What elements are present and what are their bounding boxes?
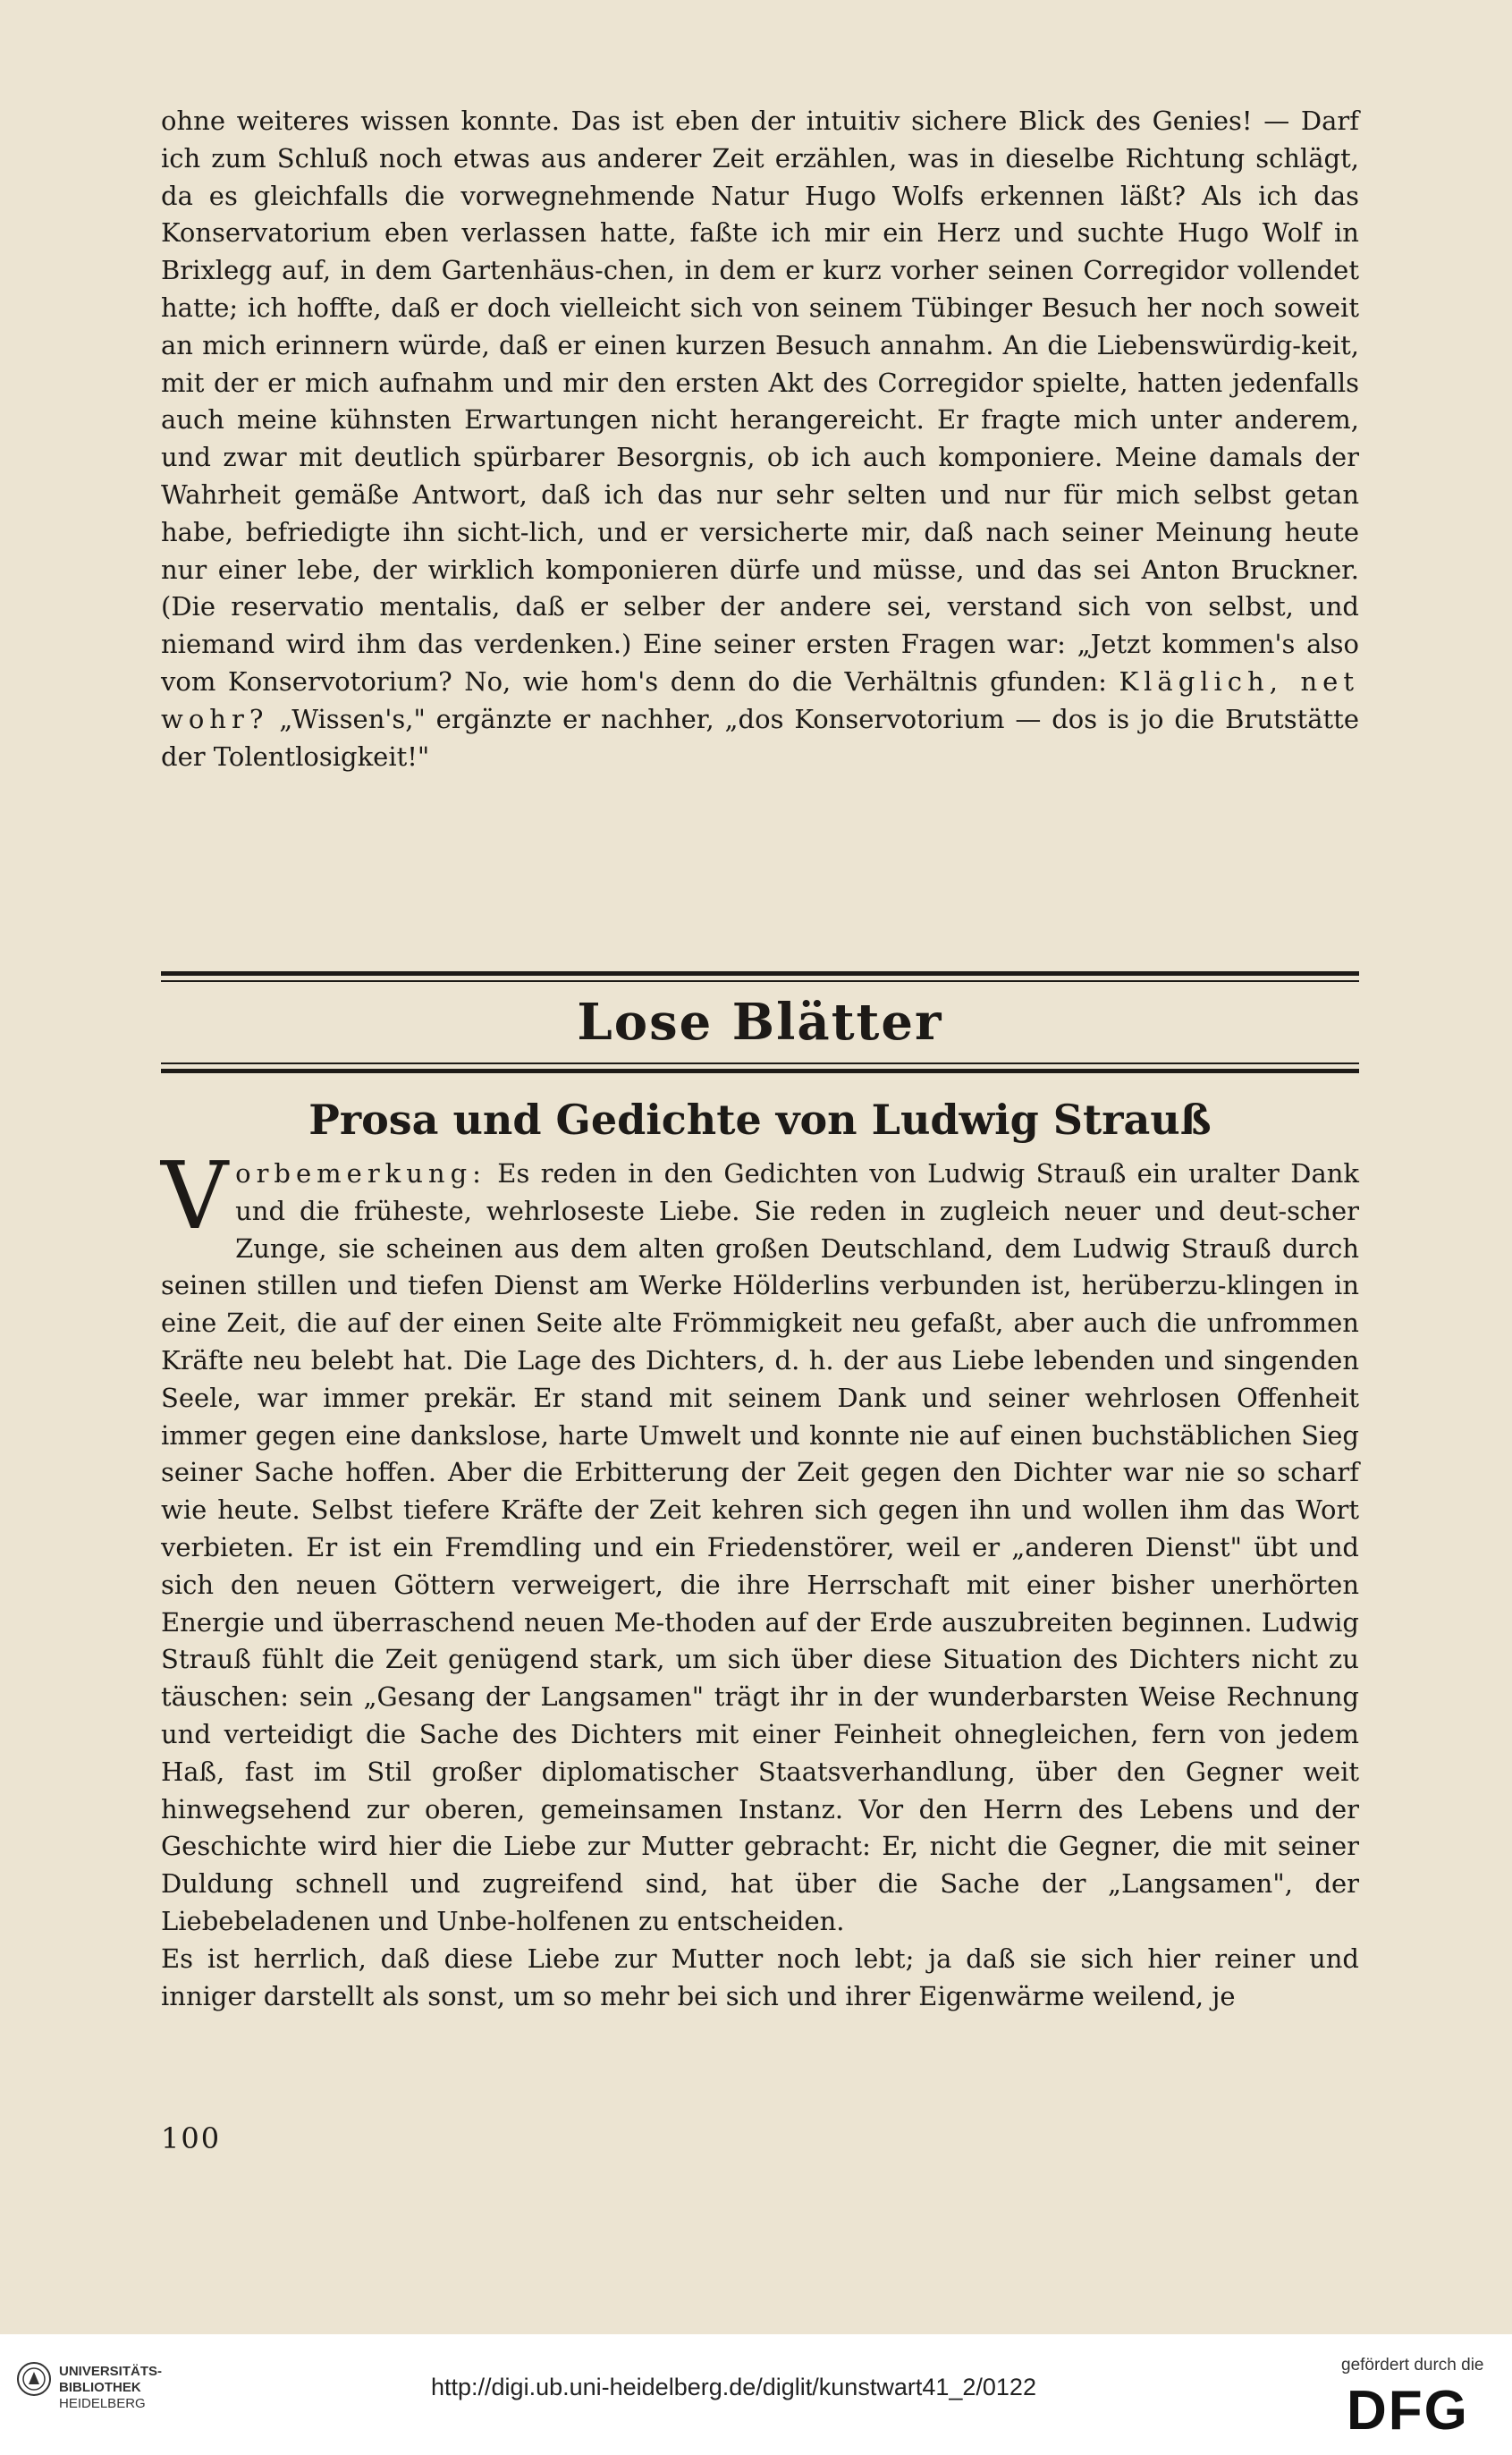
rule-thick xyxy=(161,971,1359,976)
paragraph-text: Es reden in den Gedichten von Ludwig Strauß ein uralter Dank und die früheste, wehrloseste Liebe. Sie reden in zugleich neuer und deut-scher Zunge, sie scheinen aus dem alten großen Deutschland, dem Ludwig Strauß durch seinen stillen und tiefen Dienst am Werke Hölderlins verbunden ist, herüberzu-klingen in eine Zeit, die auf der einen Seite alte Frömmigkeit neu gefaßt, aber auch die unfrommen Kräfte neu belebt hat. Die Lage des Dichters, d. h. der aus Liebe lebenden und singenden Seele, war immer prekär. Er stand mit seinem Dank und seiner wehrlosen Offenheit immer gegen eine dankslose, harte Umwelt und konnte nie auf einen buchstäblichen Sieg seiner Sache hoffen. Aber die Erbitterung der Zeit gegen den Dichter war nie so scharf wie heute. Selbst tiefere Kräfte der Zeit kehren sich gegen ihn und wollen ihm das Wort verbieten. Er ist ein Fremdling und ein Friedenstörer, weil er „anderen Dienst" übt und sich den neuen Göttern verweigert, die ihre Herrschaft mit einer bisher unerhörten Energie und überraschend neuen Me-thoden auf der Erde auszubreiten beginnen. Ludwig Strauß fühlt die Zeit genügend stark, um sich über diese Situation des Dichters nicht zu täuschen: sein „Gesang der Langsamen" trägt ihr in der wunderbarsten Weise Rechnung und verteidigt die Sache des Dichters mit einer Feinheit ohnegleichen, fern von jedem Haß, fast im Stil großer diplomatischer Staatsverhandlung, über den Gegner weit hinwegsehend zur oberen, gemeinsamen Instanz. Vor den Herrn des Lebens und der Geschichte wird hier die Liebe zur Mutter gebracht: Er, nicht die Gegner, die mit seiner Duldung schnell und zugreifend sind, hat über die Sache der „Langsamen", der Liebebeladenen und Unbe-holfenen zu entscheiden. xyxy=(161,1158,1360,1936)
rule-thin xyxy=(161,980,1359,982)
university-seal-icon xyxy=(16,2361,52,2397)
library-name-line: UNIVERSITÄTS- xyxy=(59,2364,163,2379)
rule-thin xyxy=(161,1062,1359,1064)
top-text-block xyxy=(161,103,1359,775)
funding-note: gefördert durch die xyxy=(1341,2356,1484,2375)
library-name-line: BIBLIOTHEK xyxy=(59,2380,141,2395)
remark-label: orbemerkung: xyxy=(235,1158,486,1189)
paragraph-text: ohne weiteres wissen konnte. Das ist eben der intuitiv sichere Blick des Genies! — Darf ich zum Schluß noch etwas aus anderer Zeit erzählen, was in dieselbe Richtung schlägt, da es gleichfalls die vorwegnehmende Natur Hugo Wolfs erkennen läßt? Als ich das Konservatorium eben verlassen hatte, faßte ich mir ein Herz und suchte Hugo Wolf in Brixlegg auf, in dem Gartenhäus-chen, in dem er kurz vorher seinen Corregidor vollendet hatte; ich hoffte, daß er doch vielleicht sich von seinem Tübinger Besuch her noch soweit an mich erinnern würde, daß er einen kurzen Besuch annahm. An die Liebenswürdig-keit, mit der er mich aufnahm und mir den ersten Akt des Corregidor spielte, hatten jedenfalls auch meine kühnsten Erwartungen nicht herangereicht. Er fragte mich unter anderem, und zwar mit deutlich spürbarer Besorgnis, ob ich auch komponiere. Meine damals der Wahrheit gemäße Antwort, daß ich das nur sehr selten und nur für mich selbst getan habe, befriedigte ihn sicht-lich, und er versicherte mir, daß nach seiner Meinung heute nur einer lebe, der wirklich komponieren dürfe und müsse, und das sei Anton Bruckner. (Die reservatio mentalis, daß er selber der andere sei, verstand sich von selbst, und niemand wird ihm das verdenken.) Eine seiner ersten Fragen war: „Jetzt kommen's also vom Konservotorium? No, wie hom's denn do die Verhältnis gfunden: xyxy=(161,106,1359,697)
article-title: Prosa und Gedichte von Ludwig Strauß xyxy=(308,1096,1212,1144)
body-paragraph xyxy=(161,1141,1360,1941)
paragraph-text: Es ist herrlich, daß diese Liebe zur Mutter noch lebt; ja daß sie sich hier reiner und inniger darstellt als sonst, um so mehr bei sich und ihrer Eigenwärme weilend, je xyxy=(161,1943,1359,2011)
dfg-logo[interactable]: DFG xyxy=(1347,2380,1469,2442)
spaced-quote: Kläglich, net wohr? xyxy=(161,665,1360,734)
body-paragraph xyxy=(161,1941,1359,2016)
library-logo-text[interactable] xyxy=(59,2364,162,2412)
library-city-line: HEIDELBERG xyxy=(59,2396,146,2411)
article-text-block xyxy=(161,1141,1360,2015)
rule-thick xyxy=(161,1069,1359,1073)
drop-cap: V xyxy=(161,1141,229,1250)
page-number: 100 xyxy=(161,2121,222,2155)
permalink-url[interactable]: http://digi.ub.uni-heidelberg.de/diglit/kunstwart41_2/0122 xyxy=(431,2374,1036,2400)
rule-below-section xyxy=(161,1062,1359,1073)
section-title: Lose Blätter xyxy=(577,993,943,1052)
body-paragraph xyxy=(161,103,1359,775)
rule-above-section xyxy=(161,971,1359,982)
paragraph-text-end: „Wissen's," ergänzte er nachher, „dos Konservotorium — dos is jo die Brutstätte der Tolentlosigkeit!" xyxy=(161,703,1359,772)
